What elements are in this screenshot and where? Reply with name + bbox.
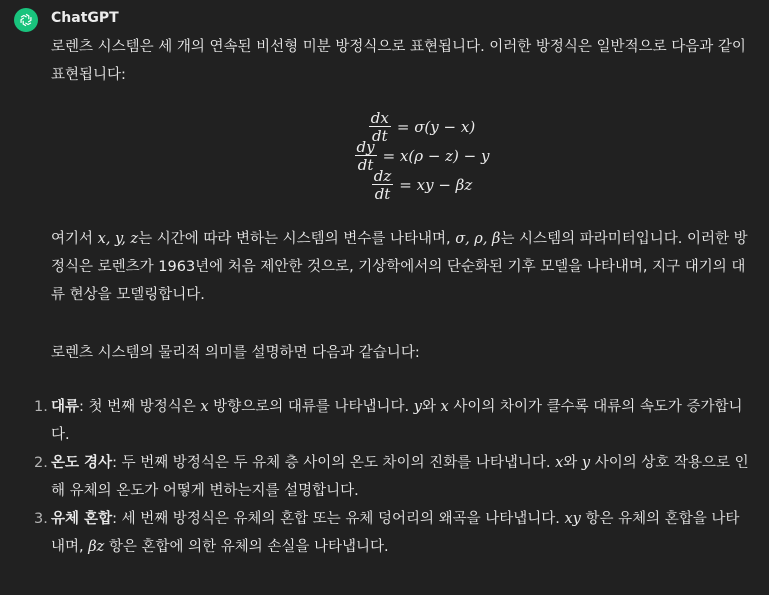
list-item: 2. 온도 경사: 두 번째 방정식은 두 유체 층 사이의 온도 차이의 진화를 나타냅니다. x와 y 사이의 상호 작용으로 인해 유체의 온도가 어떻게 변하는지를 설명합니다. bbox=[34, 455, 749, 499]
chatgpt-avatar bbox=[14, 8, 38, 32]
fraction: $\frac{dz}{dt}$ bbox=[373, 166, 392, 203]
list-item: 1. 대류: 첫 번째 방정식은 x 방향으로의 대류를 나타냅니다. y와 x 사이의 차이가 클수록 대류의 속도가 증가합니다. bbox=[34, 399, 743, 443]
equation-rhs: = x(ρ − z) − y bbox=[382, 146, 490, 165]
lorenz-equations bbox=[51, 108, 751, 203]
variables-paragraph: 여기서 x, y, z는 시간에 따라 변하는 시스템의 변수를 나타내며, σ, ρ, β는 시스템의 파라미터입니다. 이러한 방정식은 로렌츠가 1963년에 처음 제안한 것으로, 기상학에서의 단순화된 기후 모델을 나타내며, 지구 대기의 대류 현상을 모델링합니다. bbox=[51, 231, 748, 303]
equation-rhs: = xy − βz bbox=[399, 175, 473, 194]
message-author: ChatGPT bbox=[51, 10, 119, 26]
fraction: $\frac{dx}{dt}$ bbox=[370, 108, 389, 145]
equation-1 bbox=[327, 108, 476, 145]
math-params: σ, ρ, β bbox=[455, 231, 501, 247]
meaning-list bbox=[34, 393, 751, 561]
equation-2 bbox=[313, 137, 490, 174]
list-item: 3. 유체 혼합: 세 번째 방정식은 유체의 혼합 또는 유체 덩어리의 왜곡을 나타냅니다. xy 항은 유체의 혼합을 나타내며, βz 항은 혼합에 의한 유체의 손실을 나타냅니다. bbox=[34, 511, 740, 555]
message-content bbox=[34, 33, 751, 561]
math-vars: x, y, z bbox=[97, 231, 139, 247]
openai-logo-icon bbox=[18, 12, 34, 28]
equation-rhs: = σ(y − x) bbox=[396, 117, 476, 136]
meaning-paragraph: 로렌츠 시스템의 물리적 의미를 설명하면 다음과 같습니다: bbox=[51, 345, 420, 361]
equation-3 bbox=[330, 166, 473, 203]
fraction: $\frac{dy}{dt}$ bbox=[356, 137, 375, 174]
intro-paragraph: 로렌츠 시스템은 세 개의 연속된 비선형 미분 방정식으로 표현됩니다. 이러한 방정식은 일반적으로 다음과 같이 표현됩니다: bbox=[51, 39, 746, 83]
